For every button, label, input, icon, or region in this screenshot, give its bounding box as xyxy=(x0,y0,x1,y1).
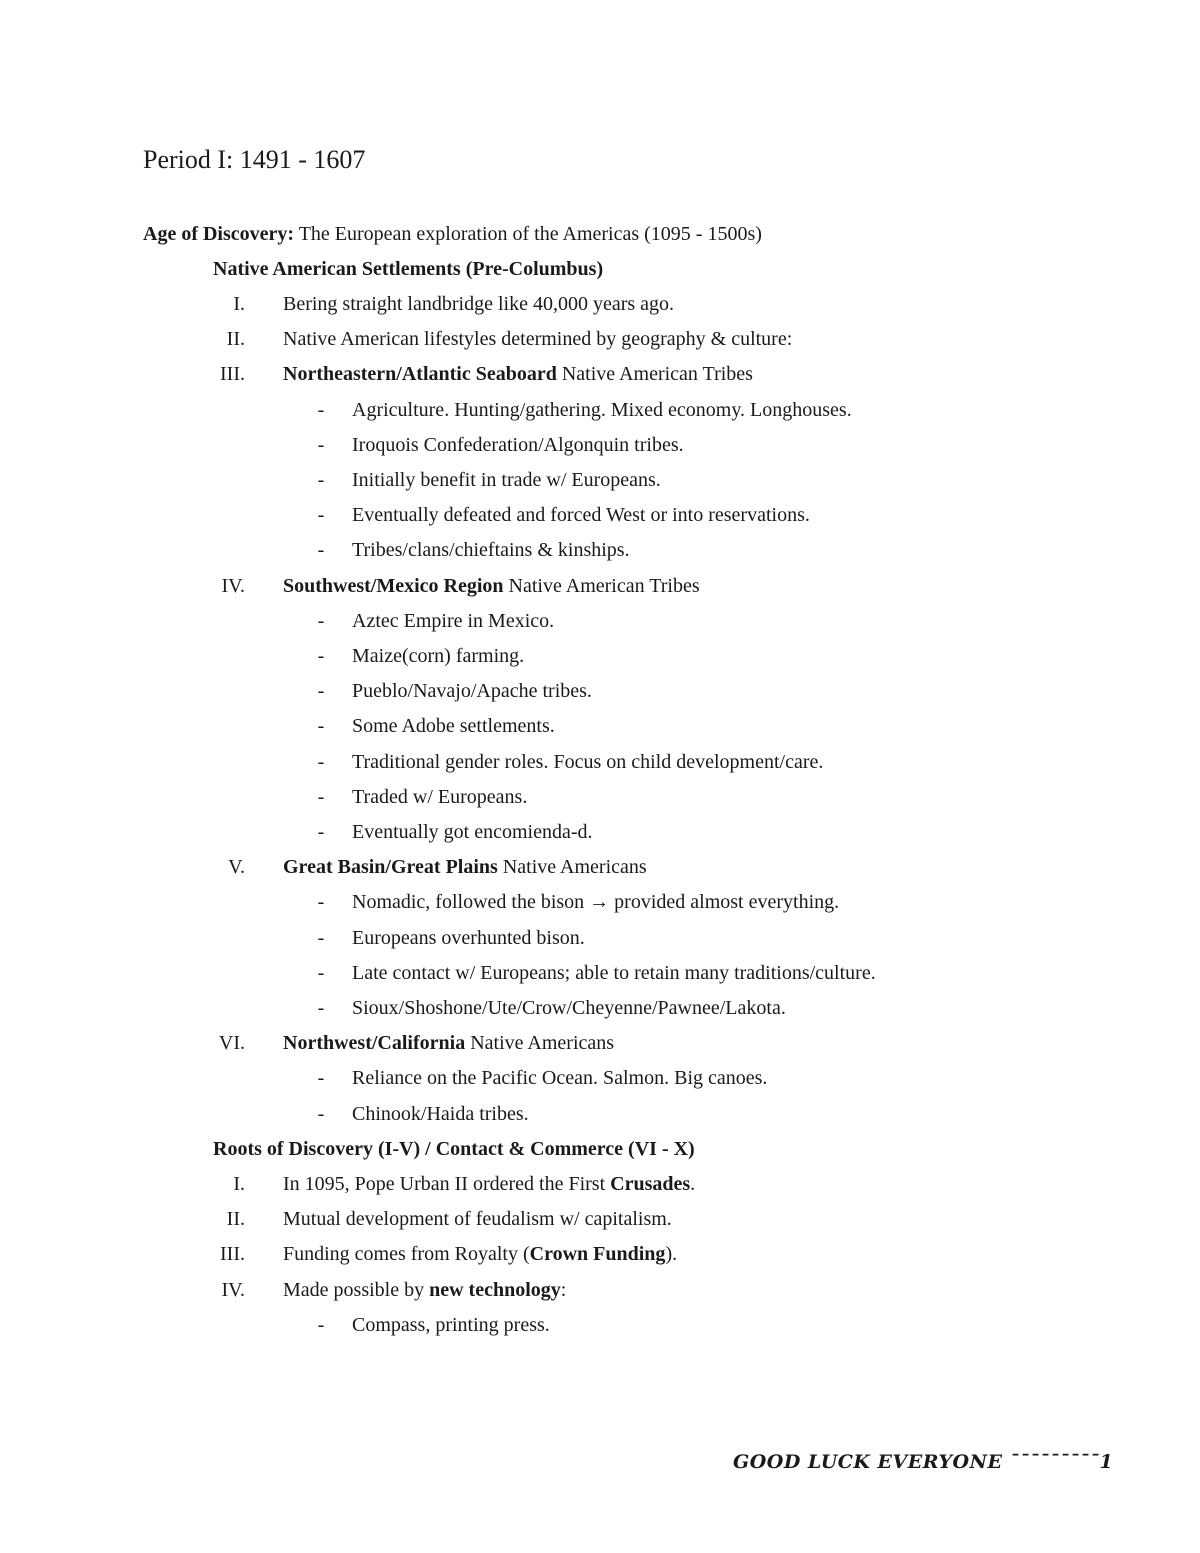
bullet-marker: - xyxy=(317,1067,325,1090)
footer-note: GOOD LUCK EVERYONE ¯¯¯¯¯¯¯¯¯1 xyxy=(733,1451,1114,1473)
bullet-item: Compass, printing press. xyxy=(352,1313,550,1336)
age-of-discovery-term: Age of Discovery: xyxy=(143,223,295,245)
bullet-item: Eventually defeated and forced West or into reservations. xyxy=(352,504,810,527)
bullet-marker: - xyxy=(317,504,325,527)
list-numeral: IV. xyxy=(221,1278,245,1301)
bullet-marker: - xyxy=(317,821,325,843)
bullet-item: Nomadic, followed the bison → provided almost everything. xyxy=(352,891,840,914)
bullet-marker: - xyxy=(317,539,325,562)
bullet-item: Some Adobe settlements. xyxy=(352,715,555,738)
list-numeral: II. xyxy=(226,1208,245,1231)
bullet-marker: - xyxy=(317,1102,325,1125)
list-item xyxy=(283,360,753,388)
list-numeral: VI. xyxy=(218,1032,245,1055)
list-item xyxy=(283,572,700,600)
list-item-bold: Crusades xyxy=(610,1173,691,1195)
list-item-text: Native Americans xyxy=(497,856,647,879)
list-item-text: Made possible by xyxy=(283,1278,430,1301)
bullet-item: Iroquois Confederation/Algonquin tribes. xyxy=(352,433,684,456)
bullet-item: Reliance on the Pacific Ocean. Salmon. Big canoes. xyxy=(352,1067,768,1090)
bullet-item: Tribes/clans/chieftains & kinships. xyxy=(352,539,630,562)
bullet-marker: - xyxy=(317,750,325,773)
list-numeral: III. xyxy=(220,363,245,386)
age-of-discovery-line xyxy=(143,220,762,248)
list-item-text: In 1095, Pope Urban II ordered the First xyxy=(283,1173,611,1195)
list-item-text: Native American Tribes xyxy=(503,574,700,597)
bullet-item: Chinook/Haida tribes. xyxy=(352,1102,529,1125)
native-section-heading: Native American Settlements (Pre-Columbus) xyxy=(213,258,604,280)
bullet-marker: - xyxy=(317,785,325,808)
bullet-marker: - xyxy=(317,926,325,949)
list-item xyxy=(283,1205,672,1233)
list-item xyxy=(283,290,674,318)
bullet-marker: - xyxy=(317,961,325,984)
bullet-item: Agriculture. Hunting/gathering. Mixed economy. Longhouses. xyxy=(352,398,852,421)
bullet-item: Aztec Empire in Mexico. xyxy=(352,609,555,632)
bullet-marker: - xyxy=(317,680,325,703)
bullet-marker: - xyxy=(317,715,325,738)
list-item-text: Bering straight landbridge like 40,000 years ago. xyxy=(283,293,675,315)
bullet-item: Late contact w/ Europeans; able to retain many traditions/culture. xyxy=(352,961,876,984)
list-item xyxy=(283,853,647,881)
bullet-item: Sioux/Shoshone/Ute/Crow/Cheyenne/Pawnee/Lakota. xyxy=(352,997,786,1019)
bullet-marker: - xyxy=(317,609,325,632)
list-numeral: II. xyxy=(226,328,245,351)
list-item-text: Mutual development of feudalism w/ capitalism. xyxy=(283,1208,672,1231)
age-of-discovery-definition: The European exploration of the Americas (1095 - 1500s) xyxy=(294,223,762,245)
bullet-item: Traditional gender roles. Focus on child development/care. xyxy=(352,750,824,773)
list-item xyxy=(283,1276,566,1304)
list-item-bold: new technology xyxy=(429,1278,561,1301)
bullet-marker: - xyxy=(317,1313,325,1336)
list-numeral: IV. xyxy=(221,574,245,597)
list-item-text: . xyxy=(690,1173,696,1195)
bullet-marker: - xyxy=(317,469,325,491)
list-item-bold: Southwest/Mexico Region xyxy=(283,574,504,597)
bullet-marker: - xyxy=(317,433,325,456)
list-numeral: III. xyxy=(220,1243,245,1266)
bullet-item: Initially benefit in trade w/ Europeans. xyxy=(352,469,661,491)
list-item-text: Native Americans xyxy=(465,1032,615,1055)
list-item-bold: Northeastern/Atlantic Seaboard xyxy=(283,363,557,386)
list-item-text: Native American Tribes xyxy=(556,363,753,386)
bullet-item: Traded w/ Europeans. xyxy=(352,785,528,808)
bullet-item: Pueblo/Navajo/Apache tribes. xyxy=(352,680,592,703)
list-item-bold: Crown Funding xyxy=(529,1243,666,1266)
list-numeral: I. xyxy=(233,293,245,315)
list-item-text: Funding comes from Royalty ( xyxy=(283,1243,530,1266)
list-item xyxy=(283,325,792,353)
bullet-marker: - xyxy=(317,398,325,421)
list-item-bold: Great Basin/Great Plains xyxy=(283,856,498,879)
list-item xyxy=(283,1029,614,1057)
bullet-item: Europeans overhunted bison. xyxy=(352,926,585,949)
list-numeral: V. xyxy=(228,856,245,879)
list-item-bold: Northwest/California xyxy=(283,1032,466,1055)
list-item-text: Native American lifestyles determined by geography & culture: xyxy=(283,328,793,351)
list-item xyxy=(283,1170,695,1198)
bullet-marker: - xyxy=(317,997,325,1019)
list-numeral: I. xyxy=(233,1173,245,1195)
bullet-marker: - xyxy=(317,645,325,667)
bullet-item: Maize(corn) farming. xyxy=(352,645,525,667)
page-title: Period I: 1491 - 1607 xyxy=(143,145,366,174)
list-item xyxy=(283,1240,677,1268)
list-item-text: ). xyxy=(665,1243,678,1266)
bullet-marker: - xyxy=(317,891,325,914)
roots-section-heading: Roots of Discovery (I-V) / Contact & Commerce (VI - X) xyxy=(213,1137,695,1160)
bullet-item: Eventually got encomienda-d. xyxy=(352,821,593,843)
list-item-text: : xyxy=(560,1278,567,1301)
